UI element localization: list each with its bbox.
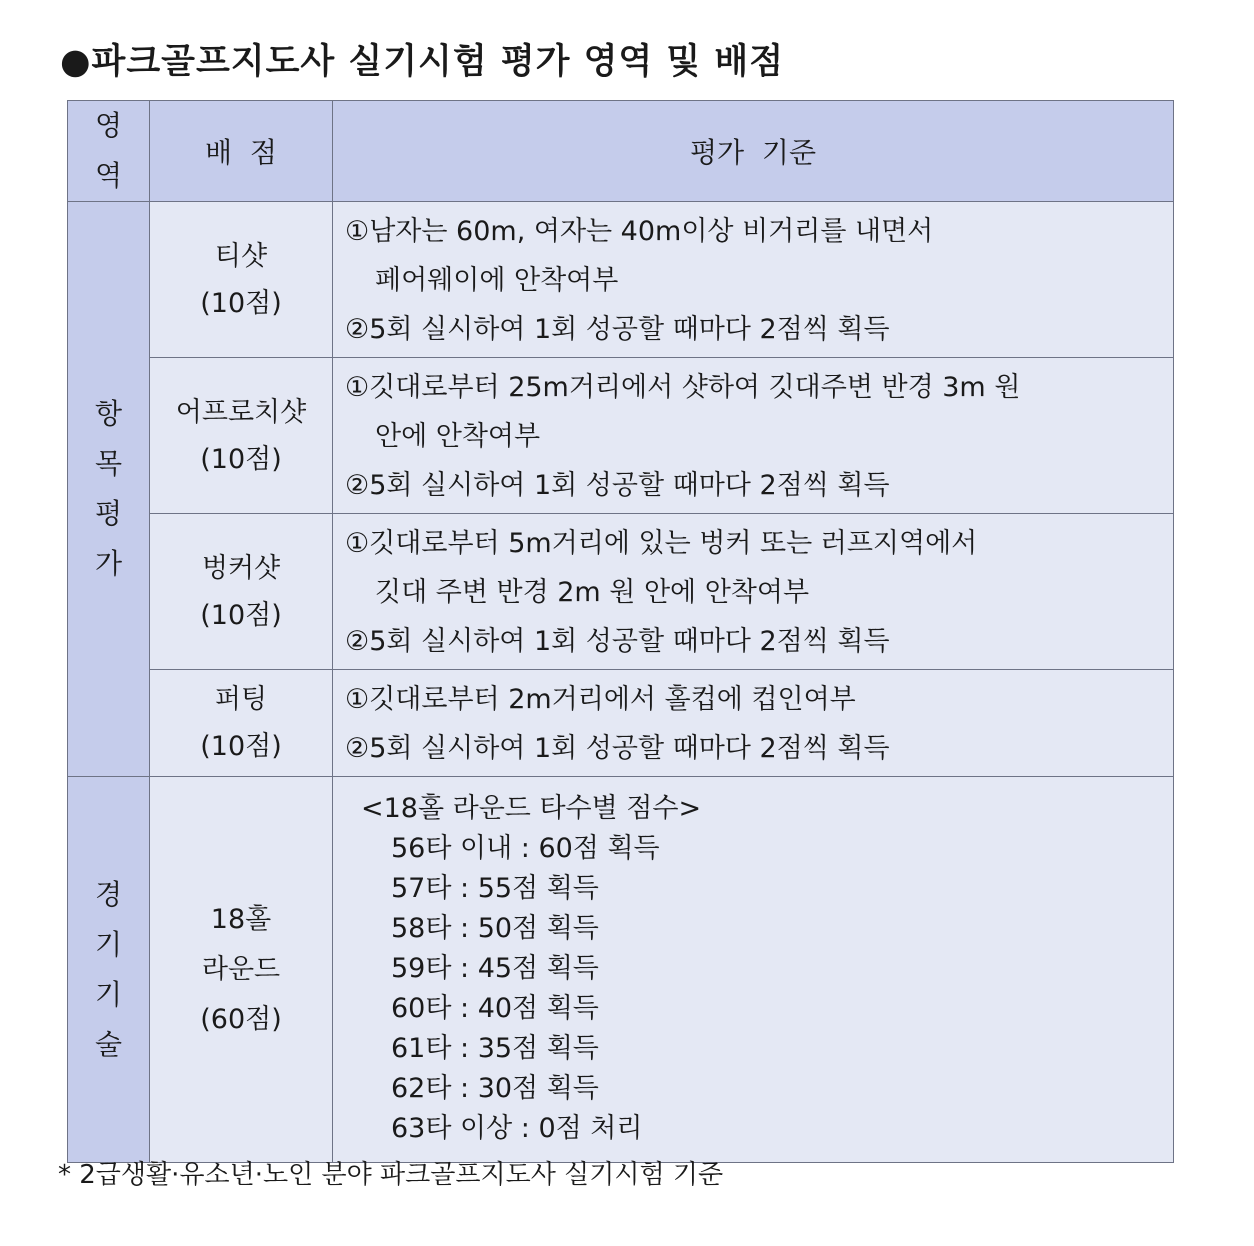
criteria-cell: ①깃대로부터 25m거리에서 샷하여 깃대주변 반경 3m 원 안에 안착여부 ②5회 실시하여 1회 성공할 때마다 2점씩 획득 <box>333 358 1174 514</box>
criteria-cell: ①남자는 60m, 여자는 40m이상 비거리를 내면서 페어웨이에 안착여부 ②5회 실시하여 1회 성공할 때마다 2점씩 획득 <box>333 202 1174 358</box>
criteria-cell: ①깃대로부터 2m거리에서 홀컵에 컵인여부 ②5회 실시하여 1회 성공할 때마다 2점씩 획득 <box>333 670 1174 777</box>
header-score: 배 점 <box>150 101 333 202</box>
table-row <box>68 777 1174 1163</box>
score-cell: 18홀 라운드 (60점) <box>150 777 333 1163</box>
list-item: 62타 : 30점 획득 <box>391 1072 599 1104</box>
header-criteria: 평가 기준 <box>333 101 1174 202</box>
criteria-cell: ①깃대로부터 5m거리에 있는 벙커 또는 러프지역에서 깃대 주변 반경 2m 원 안에 안착여부 ②5회 실시하여 1회 성공할 때마다 2점씩 획득 <box>333 514 1174 670</box>
section-area-item-eval: 항 목 평 가 <box>68 202 150 777</box>
round-score-cell <box>333 777 1174 1163</box>
table-header-row <box>68 101 1174 202</box>
table-row <box>68 358 1174 514</box>
table-row <box>68 202 1174 358</box>
page-title: ●파크골프지도사 실기시험 평가 영역 및 배점 <box>60 42 785 82</box>
round-score-heading: <18홀 라운드 타수별 점수> <box>361 792 702 824</box>
footnote: * 2급생활·유소년·노인 분야 파크골프지도사 실기시험 기준 <box>58 1160 724 1190</box>
list-item: 60타 : 40점 획득 <box>391 992 599 1024</box>
score-cell: 벙커샷 (10점) <box>150 514 333 670</box>
list-item: 56타 이내 : 60점 획득 <box>391 832 660 864</box>
section-area-game-skill: 경 기 기 술 <box>68 777 150 1163</box>
header-area: 영 역 <box>68 101 150 202</box>
score-cell: 퍼팅 (10점) <box>150 670 333 777</box>
score-cell: 어프로치샷 (10점) <box>150 358 333 514</box>
score-cell: 티샷 (10점) <box>150 202 333 358</box>
list-item: 58타 : 50점 획득 <box>391 912 599 944</box>
list-item: 59타 : 45점 획득 <box>391 952 599 984</box>
table-row <box>68 514 1174 670</box>
list-item: 63타 이상 : 0점 처리 <box>391 1112 643 1144</box>
list-item: 57타 : 55점 획득 <box>391 872 599 904</box>
table-row <box>68 670 1174 777</box>
list-item: 61타 : 35점 획득 <box>391 1032 599 1064</box>
evaluation-table <box>67 100 1174 1163</box>
